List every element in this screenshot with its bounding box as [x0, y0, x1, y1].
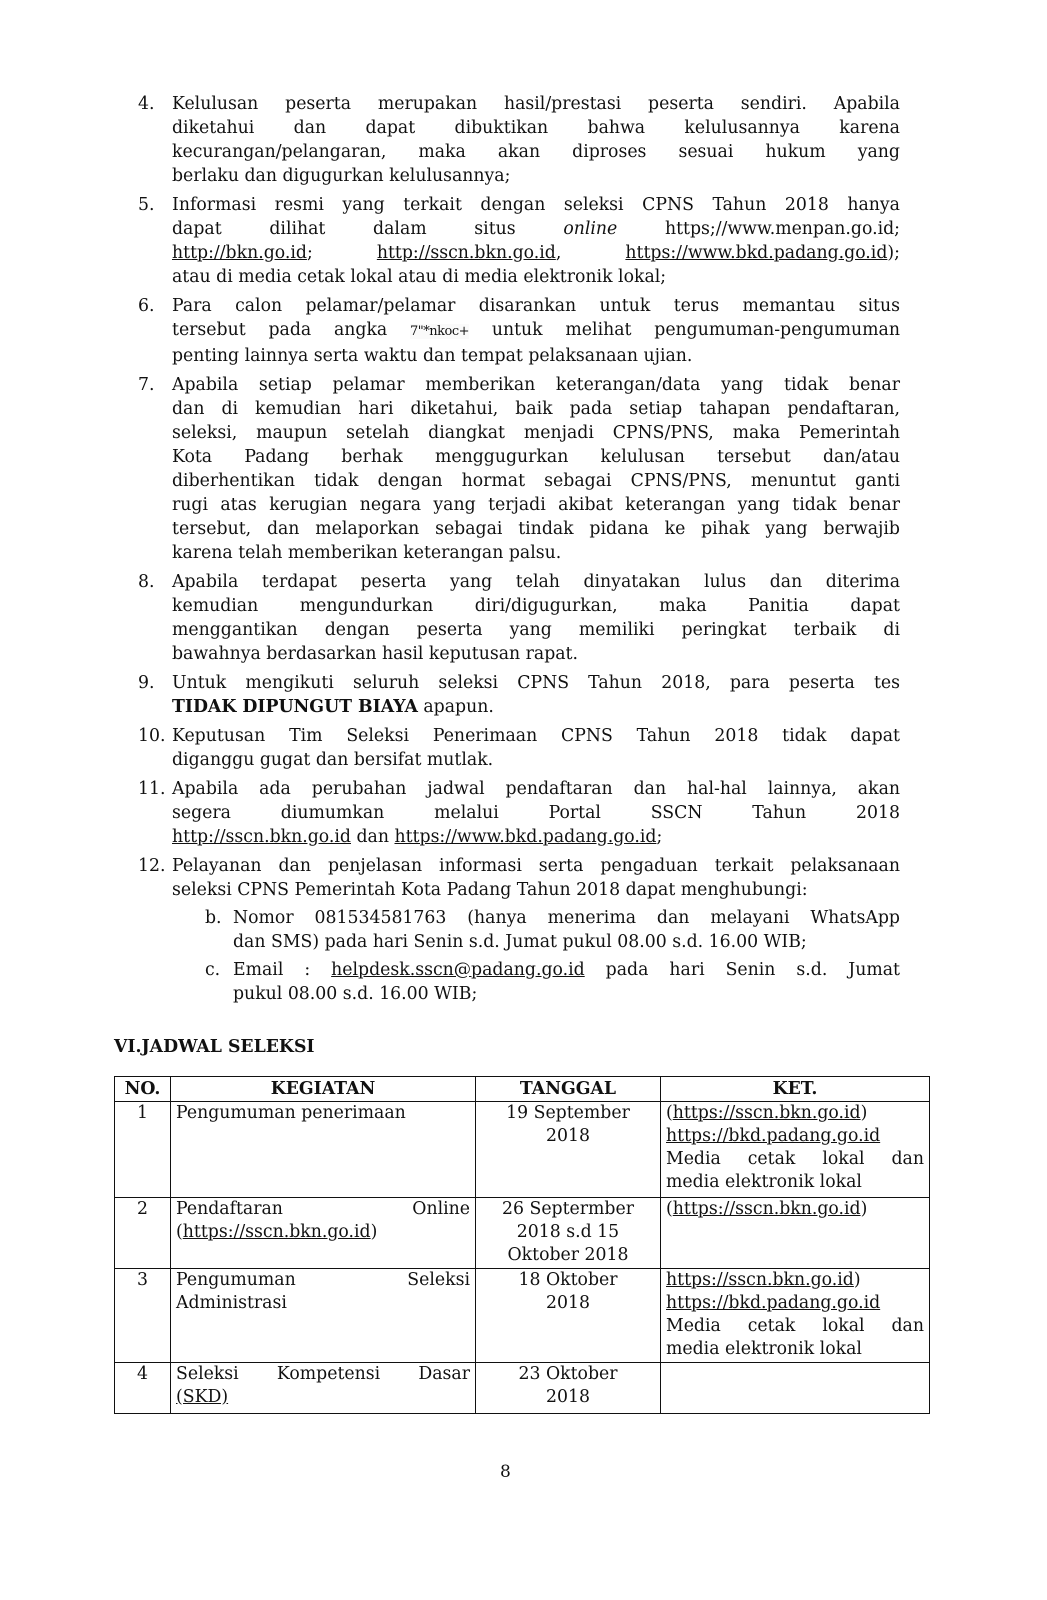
text-line: seleksi CPNS Pemerintah Kota Padang Tahun 2018 dapat menghubungi: [172, 880, 808, 900]
cell-kegiatan [171, 1198, 476, 1269]
text-line: atau di media cetak lokal atau di media elektronik lokal; [172, 267, 667, 287]
text-segment: , [555, 243, 626, 263]
sub-item-number: b. [205, 908, 222, 928]
text-line: diganggu gugat dan bersifat mutlak. [172, 750, 494, 770]
item-number: 10. [138, 726, 166, 746]
text-line: penting lainnya serta waktu dan tempat pelaksanaan ujian. [172, 346, 693, 366]
cell-tanggal [476, 1198, 661, 1269]
text-segment: ) [853, 1270, 861, 1290]
schedule-table [114, 1076, 930, 1414]
page-number: 8 [500, 1462, 511, 1482]
text-line: Pengumuman Seleksi [176, 1270, 470, 1290]
text-line [172, 217, 900, 241]
table-row [115, 1198, 930, 1269]
text-line: bawahnya berdasarkan hasil keputusan rapat. [172, 644, 578, 664]
text-line: segera diumumkan melalui Portal SSCN Tahun 2018 [172, 803, 900, 823]
text-line [666, 1198, 924, 1221]
cell-tanggal [476, 1363, 661, 1414]
item-text [172, 294, 900, 368]
text-segment: ) [370, 1222, 378, 1242]
text-line: Pengumuman penerimaan [176, 1103, 406, 1123]
item-number: 6. [138, 296, 155, 316]
text-segment: ( [666, 1199, 673, 1219]
table-row [115, 1102, 930, 1198]
text-segment: ( [176, 1222, 183, 1242]
text-line: Kota Padang berhak menggugurkan kelulusan tersebut dan/atau [172, 447, 900, 467]
text-line: rugi atas kerugian negara yang terjadi akibat keterangan yang tidak benar [172, 495, 900, 515]
link[interactable]: https://www.bkd.padang.go.id [394, 827, 657, 847]
text-line [172, 318, 900, 344]
text-line: media elektronik lokal [666, 1339, 862, 1359]
text-segment: ); [887, 243, 900, 263]
cell-ket [661, 1269, 930, 1363]
cell-ket [661, 1198, 930, 1269]
link[interactable]: https://sscn.bkn.go.id [182, 1222, 371, 1242]
list-item [138, 777, 900, 849]
text-segment: ) [860, 1103, 868, 1123]
text-segment: Email : [233, 960, 332, 980]
section-heading: VI.JADWAL SELEKSI [114, 1037, 315, 1057]
text-line: 23 Oktober [518, 1364, 618, 1384]
text-segment: untuk melihat pengumuman-pengumuman [469, 320, 900, 340]
list-item [138, 294, 900, 368]
text-line: Media cetak lokal dan [666, 1149, 924, 1169]
item-text [172, 724, 900, 772]
link[interactable]: (SKD) [176, 1387, 229, 1407]
item-text [172, 777, 900, 849]
link[interactable]: http://sscn.bkn.go.id [172, 827, 351, 847]
text-line: Administrasi [176, 1293, 287, 1313]
header-ket: KET. [661, 1077, 930, 1102]
item-number: 9. [138, 673, 155, 693]
text-line: Oktober 2018 [507, 1245, 629, 1265]
text-line: Apabila terdapat peserta yang telah dinyatakan lulus dan diterima [172, 572, 900, 592]
text-line: Keputusan Tim Seleksi Penerimaan CPNS Tahun 2018 tidak dapat [172, 726, 900, 746]
text-segment: ; [656, 827, 663, 847]
text-line: Pelayanan dan penjelasan informasi serta pengaduan terkait pelaksanaan [172, 856, 900, 876]
text-segment: dan [351, 827, 395, 847]
header-kegiatan: KEGIATAN [171, 1077, 476, 1102]
link[interactable]: https://bkd.padang.go.id [666, 1293, 881, 1313]
cell-no: 1 [115, 1102, 171, 1198]
text-line: diketahui dan dapat dibuktikan bahwa kelulusannya karena [172, 118, 900, 138]
cell-kegiatan [171, 1269, 476, 1363]
cell-tanggal [476, 1269, 661, 1363]
item-number: 12. [138, 856, 166, 876]
item-text [172, 193, 900, 289]
link[interactable]: https://sscn.bkn.go.id [672, 1199, 861, 1219]
link[interactable]: https://sscn.bkn.go.id [672, 1103, 861, 1123]
text-line: Seleksi Kompetensi Dasar [176, 1364, 470, 1384]
item-number: 11. [138, 779, 166, 799]
text-line: Para calon pelamar/pelamar disarankan untuk terus memantau situs [172, 296, 900, 316]
text-line: 26 Septermber [502, 1199, 634, 1219]
text-line [666, 1125, 924, 1148]
link[interactable]: http://sscn.bkn.go.id [376, 243, 556, 263]
item-text [172, 570, 900, 666]
item-number: 5. [138, 195, 155, 215]
text-line: menggantikan dengan peserta yang memiliki peringkat terbaik di [172, 620, 900, 640]
text-line [666, 1292, 924, 1315]
sub-item-number: c. [205, 960, 221, 980]
text-segment: online [563, 219, 618, 239]
text-line [172, 825, 900, 849]
text-line: karena telah memberikan keterangan palsu. [172, 543, 562, 563]
list-item [138, 671, 900, 719]
text-segment: ( [666, 1103, 673, 1123]
text-line [172, 695, 900, 719]
text-line: berlaku dan digugurkan kelulusannya; [172, 166, 511, 186]
text-line [233, 958, 900, 982]
item-number: 8. [138, 572, 155, 592]
list-item [138, 570, 900, 666]
cell-no: 3 [115, 1269, 171, 1363]
text-segment: 7"*nkoc+ [410, 324, 470, 339]
cell-kegiatan [171, 1363, 476, 1414]
text-line: 2018 s.d 15 [516, 1222, 620, 1242]
text-line: Media cetak lokal dan [666, 1316, 924, 1336]
text-line [176, 1386, 470, 1409]
text-line: Kelulusan peserta merupakan hasil/prestasi peserta sendiri. Apabila [172, 94, 900, 114]
sub-item [205, 906, 900, 954]
header-tanggal: TANGGAL [476, 1077, 661, 1102]
text-line: 19 September [506, 1103, 630, 1123]
text-line: 2018 [546, 1126, 590, 1146]
sub-item-text [233, 958, 900, 1006]
item-text [172, 373, 900, 565]
text-line [176, 1221, 470, 1244]
cell-kegiatan [171, 1102, 476, 1198]
text-line: media elektronik lokal [666, 1172, 862, 1192]
cell-no: 2 [115, 1198, 171, 1269]
link[interactable]: https://sscn.bkn.go.id [666, 1270, 854, 1290]
text-line: dan SMS) pada hari Senin s.d. Jumat pukul 08.00 s.d. 16.00 WIB; [233, 932, 807, 952]
cell-ket [661, 1102, 930, 1198]
list-item [138, 724, 900, 772]
item-number: 7. [138, 375, 155, 395]
sub-item-text [233, 906, 900, 954]
link[interactable]: https://bkd.padang.go.id [666, 1126, 881, 1146]
list-item [138, 193, 900, 289]
text-line [666, 1269, 924, 1292]
text-segment: pada hari Senin s.d. Jumat [584, 960, 900, 980]
text-line: 2018 [546, 1387, 590, 1407]
list-item [138, 373, 900, 565]
text-line: Apabila setiap pelamar memberikan keterangan/data yang tidak benar [172, 375, 900, 395]
text-line: Untuk mengikuti seluruh seleksi CPNS Tahun 2018, para peserta tes [172, 673, 900, 693]
cell-no: 4 [115, 1363, 171, 1414]
text-line: kecurangan/pelangaran, maka akan diproses sesuai hukum yang [172, 142, 900, 162]
text-line: Apabila ada perubahan jadwal pendaftaran dan hal-hal lainnya, akan [172, 779, 900, 799]
link[interactable]: helpdesk.sscn@padang.go.id [331, 960, 585, 980]
sub-item [205, 958, 900, 1006]
text-line: pukul 08.00 s.d. 16.00 WIB; [233, 984, 478, 1004]
text-line [172, 241, 900, 265]
text-line: seleksi, maupun setelah diangkat menjadi CPNS/PNS, maka Pemerintah [172, 423, 900, 443]
text-segment: tersebut pada angka [172, 320, 411, 340]
text-line: Informasi resmi yang terkait dengan seleksi CPNS Tahun 2018 hanya [172, 195, 900, 215]
table-row [115, 1269, 930, 1363]
text-segment: ; [306, 243, 377, 263]
text-line: diberhentikan tidak dengan hormat sebagai CPNS/PNS, menuntut ganti [172, 471, 900, 491]
text-segment: apapun. [417, 697, 494, 717]
header-no: NO. [115, 1077, 171, 1102]
text-line: kemudian mengundurkan diri/digugurkan, maka Panitia dapat [172, 596, 900, 616]
table-header-row [115, 1077, 930, 1102]
item-text [172, 854, 900, 1010]
text-segment: https;//www.menpan.go.id; [617, 219, 900, 239]
document-body [138, 92, 900, 1015]
text-line: dan di kemudian hari diketahui, baik pada setiap tahapan pendaftaran, [172, 399, 900, 419]
cell-ket [661, 1363, 930, 1414]
list-item [138, 92, 900, 188]
text-segment: ) [860, 1199, 868, 1219]
text-segment: TIDAK DIPUNGUT BIAYA [172, 697, 418, 717]
text-line: 18 Oktober [518, 1270, 618, 1290]
item-text [172, 92, 900, 188]
link[interactable]: https://www.bkd.padang.go.id [625, 243, 888, 263]
list-item [138, 854, 900, 1010]
item-number: 4. [138, 94, 155, 114]
text-line: tersebut, dan melaporkan sebagai tindak pidana ke pihak yang berwajib [172, 519, 900, 539]
text-line: Nomor 081534581763 (hanya menerima dan melayani WhatsApp [233, 908, 900, 928]
text-segment: dapat dilihat dalam situs [172, 219, 564, 239]
text-line [666, 1102, 924, 1125]
link[interactable]: http://bkn.go.id [172, 243, 307, 263]
table-row [115, 1363, 930, 1414]
cell-tanggal [476, 1102, 661, 1198]
text-line: Pendaftaran Online [176, 1199, 470, 1219]
text-line: 2018 [546, 1293, 590, 1313]
item-text [172, 671, 900, 719]
